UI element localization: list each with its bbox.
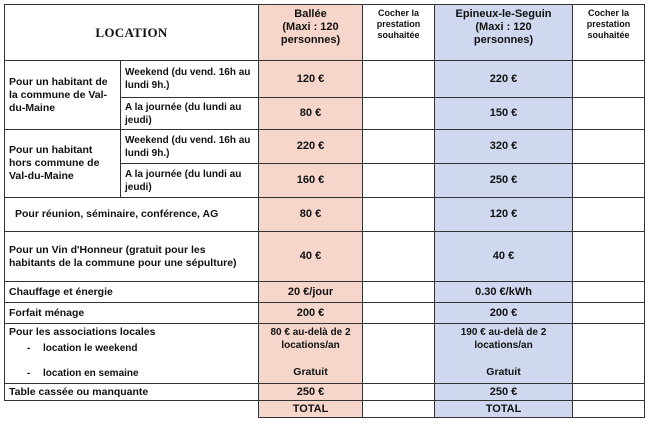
- checkbox-cell[interactable]: [573, 164, 645, 198]
- table-title: LOCATION: [5, 5, 259, 61]
- checkbox-cell[interactable]: [573, 98, 645, 130]
- check-column-header-ballee: Cocher la prestation souhaitée: [363, 5, 435, 61]
- venue-epineux-header: Epineux-le-Seguin (Maxi : 120 personnes): [435, 5, 573, 61]
- price-epineux: 220 €: [435, 61, 573, 98]
- period-journee: A la journée (du lundi au jeudi): [121, 164, 259, 198]
- price-ballee: 220 €: [259, 130, 363, 164]
- associations-title: Pour les associations locales: [9, 326, 156, 338]
- price-ballee: 80 €: [259, 198, 363, 232]
- checkbox-cell[interactable]: [573, 282, 645, 303]
- row-label-vin-honneur: Pour un Vin d'Honneur (gratuit pour les habitants de la commune pour une sépulture): [5, 232, 259, 282]
- price-ballee: 40 €: [259, 232, 363, 282]
- price-epineux-associations: 190 € au-delà de 2 locations/an Gratuit: [435, 324, 573, 384]
- total-spacer: [5, 401, 259, 418]
- total-ballee: TOTAL: [259, 401, 363, 418]
- checkbox-cell[interactable]: [573, 384, 645, 401]
- price-ballee: 250 €: [259, 384, 363, 401]
- checkbox-cell[interactable]: [363, 130, 435, 164]
- row-label-reunion: Pour réunion, séminaire, conférence, AG: [5, 198, 259, 232]
- price-epineux: 120 €: [435, 198, 573, 232]
- price-epineux: 250 €: [435, 164, 573, 198]
- total-cell[interactable]: [573, 401, 645, 418]
- row-label-forfait-menage: Forfait ménage: [5, 303, 259, 324]
- checkbox-cell[interactable]: [363, 324, 435, 384]
- row-label-chauffage: Chauffage et énergie: [5, 282, 259, 303]
- checkbox-cell[interactable]: [363, 384, 435, 401]
- price-ballee: 80 €: [259, 98, 363, 130]
- checkbox-cell[interactable]: [573, 324, 645, 384]
- price-ballee: 20 €/jour: [259, 282, 363, 303]
- row-label-table-cassee: Table cassée ou manquante: [5, 384, 259, 401]
- price-ballee: 160 €: [259, 164, 363, 198]
- row-label-habitant-commune: Pour un habitant de la commune de Val-du-Maine: [5, 61, 121, 130]
- location-price-table: [4, 4, 645, 418]
- total-cell[interactable]: [363, 401, 435, 418]
- price-epineux: 40 €: [435, 232, 573, 282]
- price-epineux: 250 €: [435, 384, 573, 401]
- price-epineux: 0.30 €/kWh: [435, 282, 573, 303]
- checkbox-cell[interactable]: [363, 61, 435, 98]
- price-epineux: 150 €: [435, 98, 573, 130]
- price-epineux: 200 €: [435, 303, 573, 324]
- checkbox-cell[interactable]: [363, 164, 435, 198]
- checkbox-cell[interactable]: [573, 198, 645, 232]
- period-journee: A la journée (du lundi au jeudi): [121, 98, 259, 130]
- checkbox-cell[interactable]: [363, 98, 435, 130]
- checkbox-cell[interactable]: [363, 198, 435, 232]
- period-weekend: Weekend (du vend. 16h au lundi 9h.): [121, 61, 259, 98]
- total-epineux: TOTAL: [435, 401, 573, 418]
- period-weekend: Weekend (du vend. 16h au lundi 9h.): [121, 130, 259, 164]
- associations-sub-weekend: - location le weekend: [27, 343, 138, 354]
- check-column-header-epineux: Cocher la prestation souhaitée: [573, 5, 645, 61]
- row-label-habitant-hors-commune: Pour un habitant hors commune de Val-du-Maine: [5, 130, 121, 198]
- checkbox-cell[interactable]: [573, 61, 645, 98]
- price-ballee: 200 €: [259, 303, 363, 324]
- checkbox-cell[interactable]: [363, 282, 435, 303]
- price-epineux: 320 €: [435, 130, 573, 164]
- checkbox-cell[interactable]: [573, 130, 645, 164]
- checkbox-cell[interactable]: [363, 303, 435, 324]
- associations-sub-semaine: - location en semaine: [27, 368, 139, 379]
- row-label-associations: [5, 324, 259, 384]
- checkbox-cell[interactable]: [363, 232, 435, 282]
- checkbox-cell[interactable]: [573, 303, 645, 324]
- checkbox-cell[interactable]: [573, 232, 645, 282]
- price-ballee-associations: 80 € au-delà de 2 locations/an Gratuit: [259, 324, 363, 384]
- price-ballee: 120 €: [259, 61, 363, 98]
- venue-ballee-header: Ballée (Maxi : 120 personnes): [259, 5, 363, 61]
